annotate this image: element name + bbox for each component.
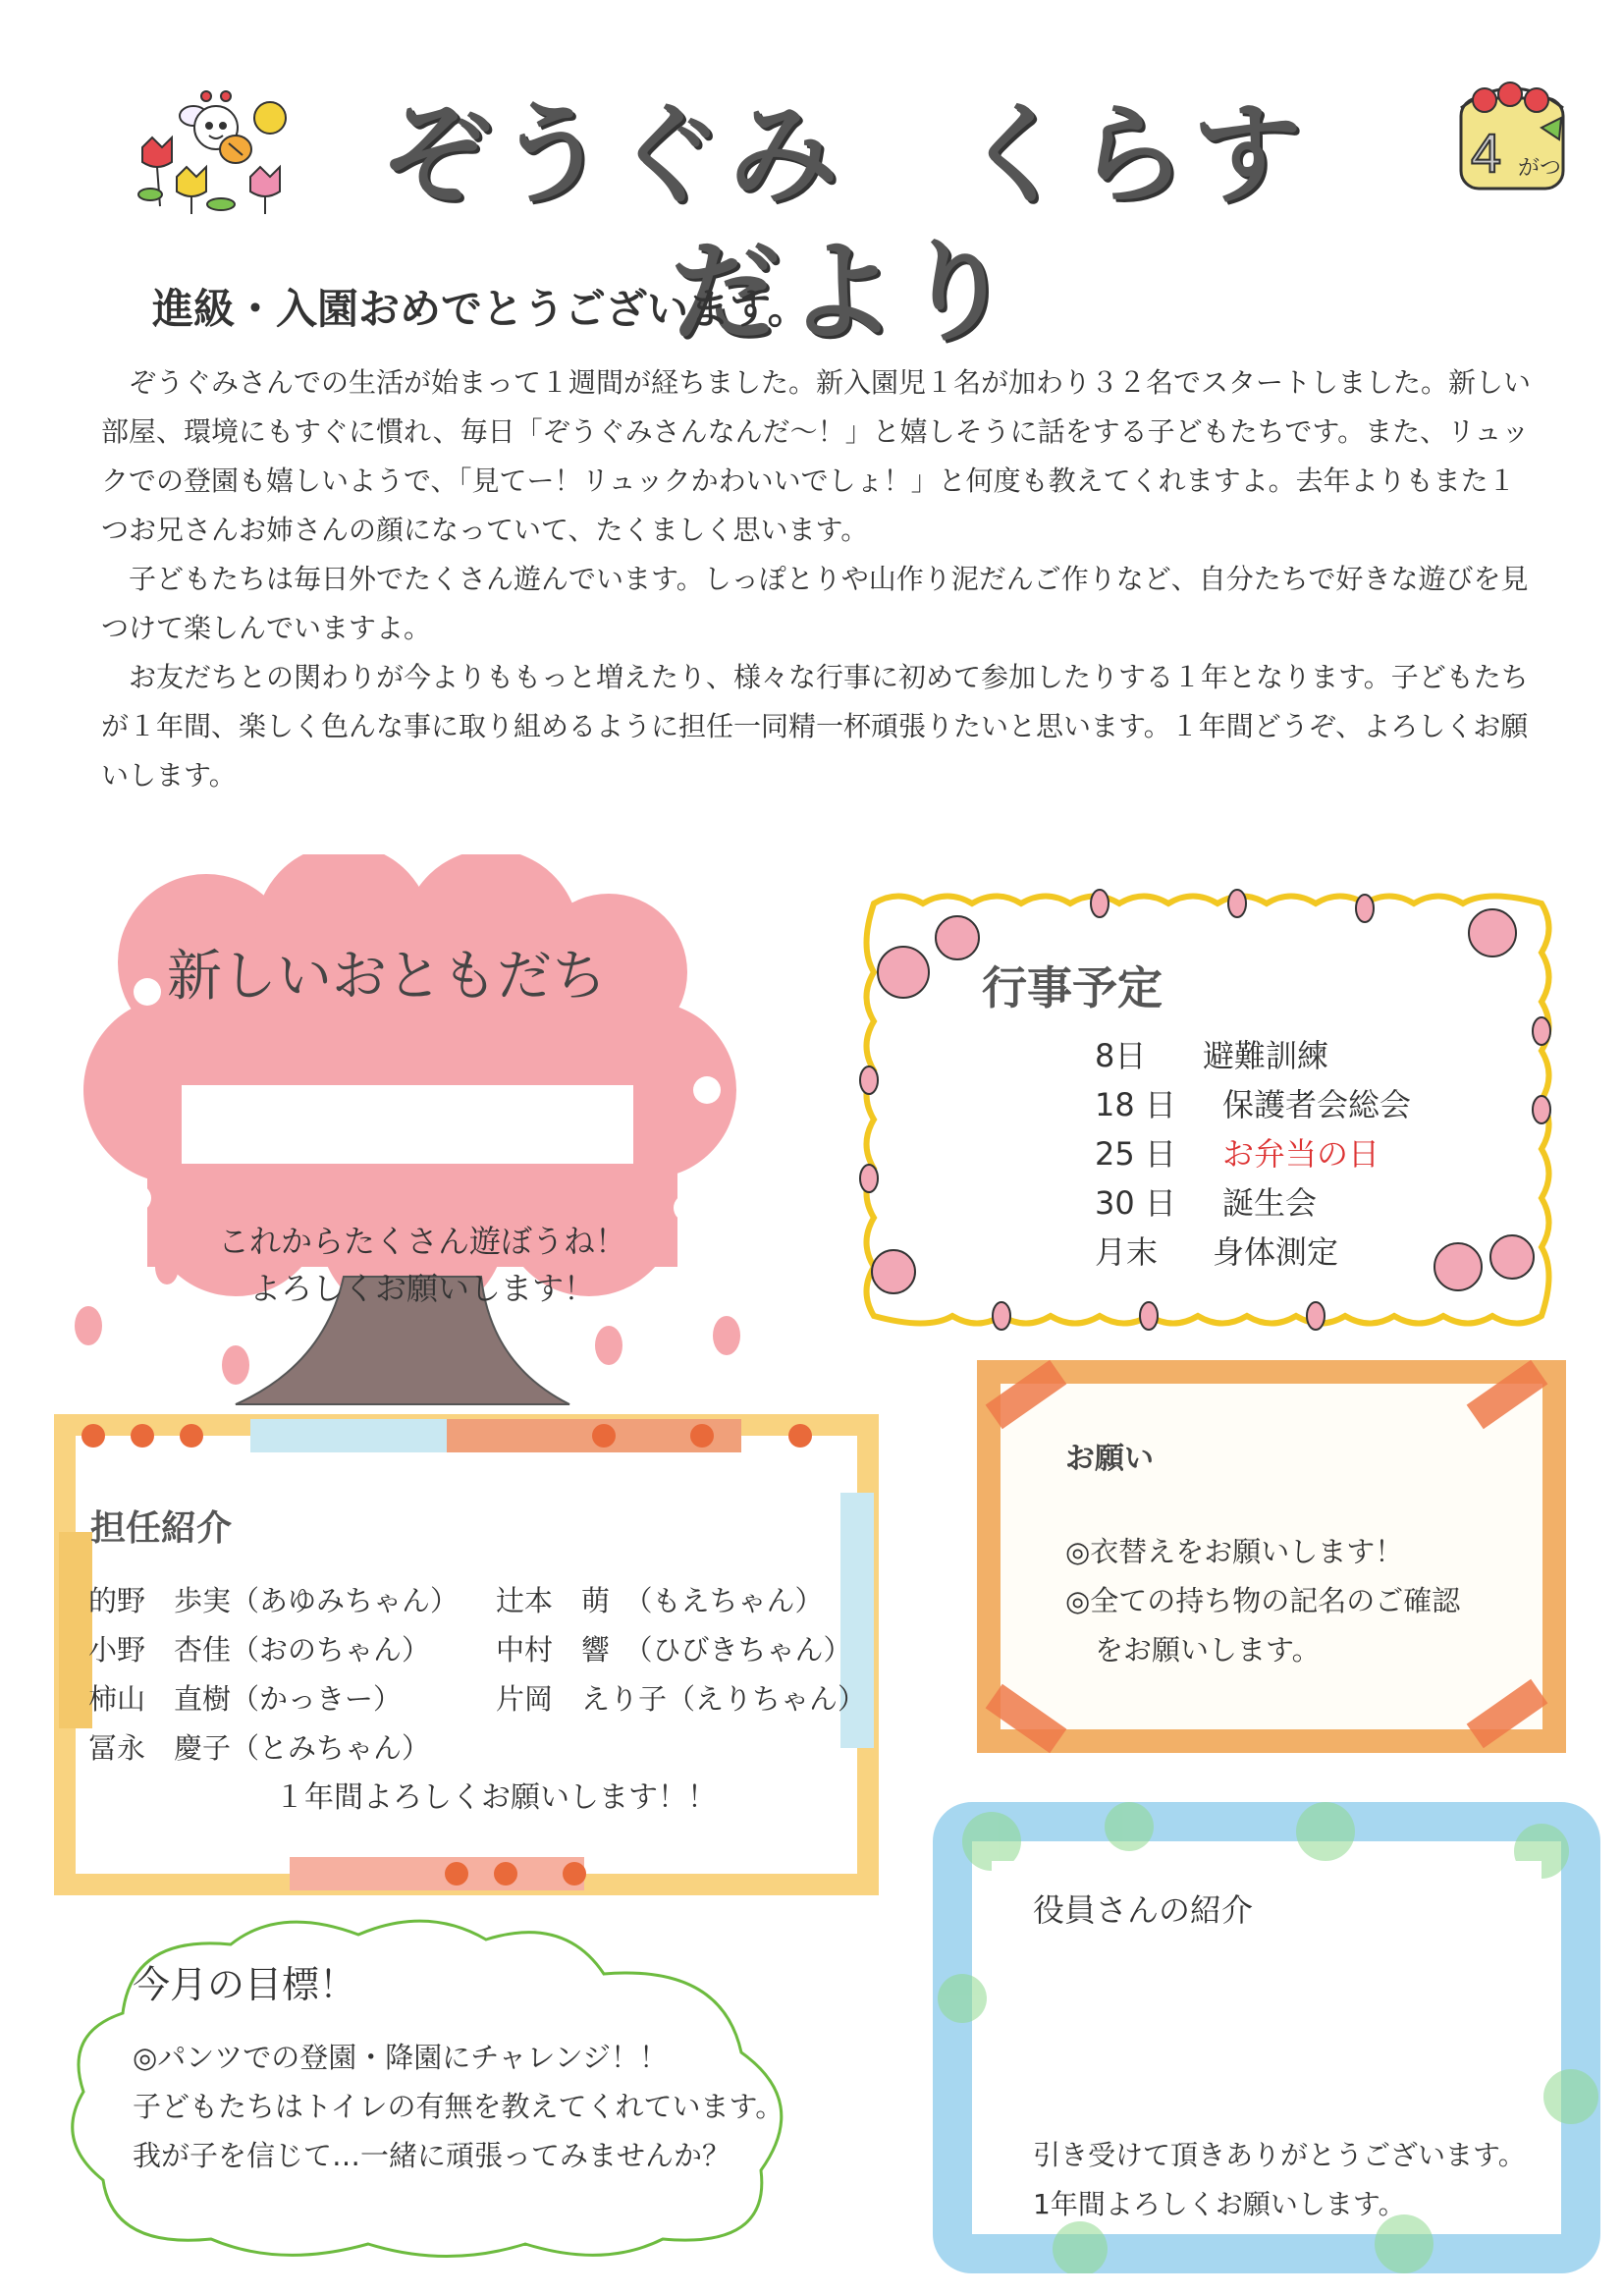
event-date: 30 日: [1095, 1184, 1176, 1222]
new-friends-message: [177, 1218, 668, 1312]
event-date: 18 日: [1095, 1086, 1176, 1123]
event-date: 月末: [1095, 1233, 1159, 1271]
officers-body: [1033, 2131, 1526, 2229]
intro-paragraph: ぞうぐみさんでの生活が始まって１週間が経ちました。新入園児１名が加わり３２名でスタートしました。新しい部屋、環境にもすぐに慣れ、毎日「ぞうぐみさんなんだ〜！」と嬉しそうに話をする子どもたちです。また、リュックでの登園も嬉しいようで、「見てー！リュックかわいいでしょ！」と何度も教えてくれますよ。去年よりもまた１つお兄さんお姉さんの顔になっていて、たくましく思います。: [101, 366, 1532, 546]
events-list: [1095, 1031, 1411, 1277]
goal-body: [133, 2033, 784, 2180]
request-line: ◎全ての持ち物の記名のご確認: [1065, 1584, 1461, 1617]
event-name: 身体測定: [1213, 1233, 1339, 1271]
new-friends-title: 新しいおともだち: [167, 945, 607, 1009]
badge-number: 4: [1471, 122, 1502, 184]
request-body: [1065, 1527, 1460, 1674]
intro-paragraph: 子どもたちは毎日外でたくさん遊んでいます。しっぽとりや山作り泥だんご作りなど、自分たちで好きな遊びを見つけて楽しんでいますよ。: [101, 563, 1529, 644]
teacher-name: 片岡 えり子（えりちゃん）: [496, 1682, 867, 1716]
teacher-name: 小野 杏佳（おのちゃん）: [88, 1633, 431, 1667]
request-line: をお願いします。: [1095, 1633, 1321, 1667]
teachers-closing: １年間よろしくお願いします！！: [275, 1780, 717, 1815]
teacher-name: 辻本 萌 （もえちゃん）: [496, 1584, 824, 1617]
teacher-name: 的野 歩実（あゆみちゃん）: [88, 1584, 460, 1617]
teacher-name: 中村 響 （ひびきちゃん）: [496, 1633, 852, 1667]
goal-line: 我が子を信じて…一緒に頑張ってみませんか？: [133, 2139, 731, 2172]
teacher-name: 柿山 直樹（かっきー）: [88, 1682, 403, 1716]
intro-heading: 進級・入園おめでとうございます。: [152, 285, 809, 333]
event-date: 8日: [1095, 1037, 1147, 1074]
goal-line: 子どもたちはトイレの有無を教えてくれています。: [133, 2090, 784, 2123]
new-friends-message-line: よろしくお願いします！: [248, 1270, 595, 1307]
newsletter-title: ぞうぐみ くらすだより: [381, 91, 1308, 356]
badge-unit: がつ: [1518, 156, 1562, 181]
new-friends-message-line: これからたくさん遊ぼうね！: [217, 1223, 626, 1260]
goal-line: ◎パンツでの登園・降園にチャレンジ！！: [133, 2041, 668, 2074]
event-name: お弁当の日: [1222, 1135, 1380, 1173]
officers-line: 1年間よろしくお願いします。: [1033, 2188, 1406, 2220]
event-row: [1095, 1178, 1411, 1228]
intro-body: [101, 358, 1535, 800]
event-name: 保護者会総会: [1222, 1086, 1412, 1123]
intro-paragraph: お友だちとの関わりが今よりももっと増えたり、様々な行事に初めて参加したりする１年となります。子どもたちが１年間、楽しく色んな事に取り組めるように担任一同精一杯頑張りたいと思います。１年間どうぞ、よろしくお願いします。: [101, 661, 1529, 792]
event-name: 避難訓練: [1203, 1037, 1329, 1074]
events-title: 行事予定: [982, 961, 1163, 1014]
event-row: [1095, 1031, 1411, 1080]
request-title: お願い: [1065, 1442, 1154, 1476]
event-row: [1095, 1129, 1411, 1178]
teacher-name: 冨永 慶子（とみちゃん）: [88, 1731, 431, 1765]
event-row: [1095, 1080, 1411, 1129]
request-line: ◎衣替えをお願いします！: [1065, 1535, 1404, 1568]
officers-line: 引き受けて頂きありがとうございます。: [1033, 2139, 1526, 2171]
teachers-title: 担任紹介: [90, 1508, 233, 1549]
strawberry-basket-badge: [1443, 69, 1581, 196]
event-row: [1095, 1228, 1411, 1277]
event-date: 25 日: [1095, 1135, 1176, 1173]
bee-tulip-illustration: [123, 79, 299, 216]
officers-title: 役員さんの紹介: [1033, 1891, 1254, 1929]
event-name: 誕生会: [1222, 1184, 1318, 1222]
goal-title: 今月の目標！: [133, 1963, 357, 2006]
